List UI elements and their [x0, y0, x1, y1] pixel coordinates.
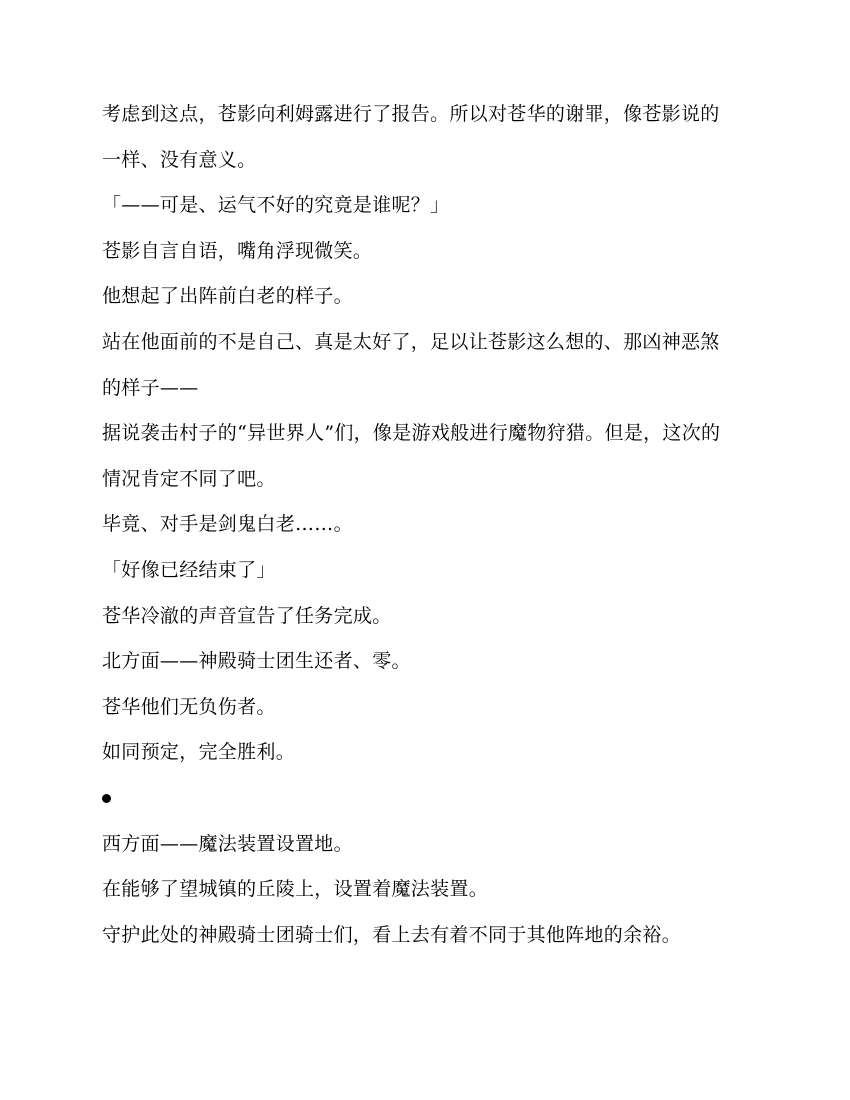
paragraph: 苍华冷澈的声音宣告了任务完成。: [102, 604, 392, 627]
paragraph: 站在他面前的不是自己、真是太好了，足以让苍影这么想的、那凶神恶煞的样子——: [102, 330, 720, 399]
paragraph: 他想起了出阵前白老的样子。: [102, 285, 353, 308]
paragraph: 苍华他们无负伤者。: [102, 695, 276, 718]
document-body: [102, 92, 722, 958]
paragraph: 西方面——魔法装置设置地。: [102, 832, 353, 855]
paragraph: 在能够了望城镇的丘陵上，设置着魔法装置。: [102, 878, 489, 901]
paragraph: 「——可是、运气不好的究竟是谁呢？」: [102, 194, 450, 217]
paragraph: 北方面——神殿骑士团生还者、零。: [102, 650, 411, 673]
paragraph: 守护此处的神殿骑士团骑士们，看上去有着不同于其他阵地的余裕。: [102, 923, 682, 946]
paragraph: 「好像已经结束了」: [102, 558, 276, 581]
paragraph: 据说袭击村子的“异世界人”们，像是游戏般进行魔物狩猎。但是，这次的情况肯定不同了吧。: [102, 422, 721, 490]
section-break-bullet-icon: [102, 794, 111, 803]
paragraph: 毕竟、对手是剑鬼白老……。: [102, 513, 353, 536]
paragraph: 如同预定，完全胜利。: [102, 741, 296, 764]
paragraph: 考虑到这点，苍影向利姆露进行了报告。所以对苍华的谢罪，像苍影说的一样、没有意义。: [102, 103, 720, 171]
paragraph: 苍影自言自语，嘴角浮现微笑。: [102, 239, 373, 262]
